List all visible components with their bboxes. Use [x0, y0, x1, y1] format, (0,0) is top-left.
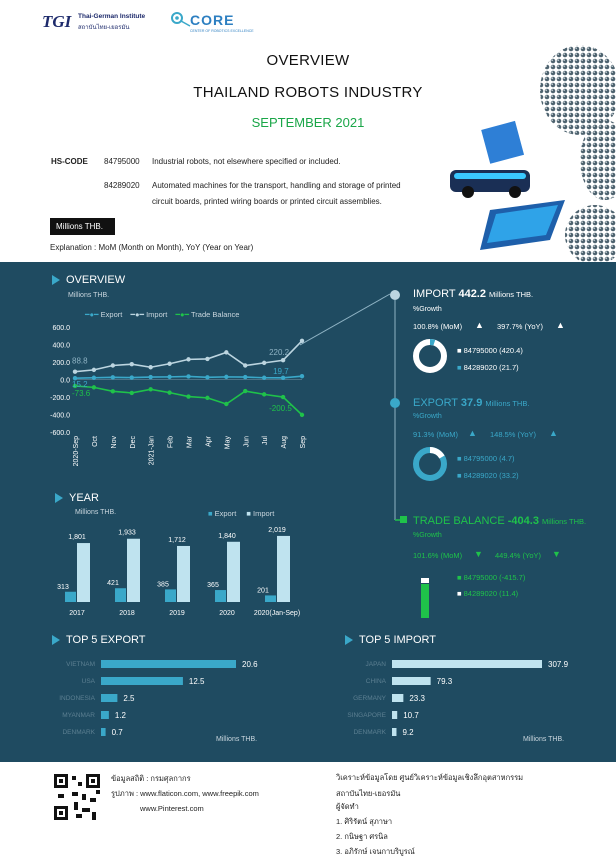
connector-lines: [300, 290, 410, 530]
data-point: [92, 368, 96, 372]
data-point: [73, 370, 77, 374]
x-tick-label: 2020(Jan-Sep): [253, 610, 301, 617]
dashboard-panel: [0, 262, 616, 762]
balance-legend-2: ■ 84289020 (11.4): [457, 589, 519, 598]
title-month: SEPTEMBER 2021: [251, 115, 365, 130]
export-donut: [410, 444, 450, 484]
data-point: [224, 402, 228, 406]
person-2: 2. กนิษฐา ศรนิล: [336, 832, 388, 841]
data-point: [148, 387, 152, 391]
bar: [101, 694, 117, 702]
top-import-chart: [330, 654, 590, 744]
data-point: [186, 374, 190, 378]
down-arrow-icon: ▼: [552, 549, 561, 559]
bar-import: [127, 539, 140, 602]
data-point: [281, 395, 285, 399]
analyzed-by: วิเคราะห์ข้อมูลโดย ศูนย์วิเคราะห์ข้อมูลเชิงลึกอุตสาหกรรม: [336, 773, 524, 782]
data-point: [167, 390, 171, 394]
data-point: [262, 392, 266, 396]
hs-desc-2a: Automated machines for the transport, handling and storage of printed: [152, 181, 401, 190]
bar: [392, 660, 542, 668]
bar-export: [65, 592, 76, 602]
bar: [392, 694, 403, 702]
bar-value-label: 20.6: [242, 660, 258, 669]
data-point: [186, 357, 190, 361]
data-point: [167, 362, 171, 366]
bar-label-import: 1,801: [68, 534, 86, 542]
category-label: VIETNAM: [66, 661, 95, 668]
hs-desc-2b: circuit boards, printed wiring boards or printed circuit assemblies.: [152, 197, 382, 206]
person-1: 1. ศิริรัตน์ สุภาษา: [336, 817, 393, 826]
year-unit: Millions THB.: [75, 509, 117, 516]
category-label: SINGAPORE: [347, 712, 386, 719]
import-growth-label: %Growth: [413, 306, 442, 313]
x-tick-label: Jun: [243, 436, 251, 448]
bar-label-import: 1,933: [118, 529, 136, 537]
robot-illustration-icon: [430, 40, 616, 262]
data-point: [243, 389, 247, 393]
data-point: [243, 363, 247, 367]
y-tick-label: -600.0: [50, 430, 70, 437]
top-import-unit: Millions THB.: [523, 736, 565, 743]
balance-heading: TRADE BALANCE -404.3 Millions THB.: [413, 515, 587, 527]
bar: [392, 711, 397, 719]
category-label: INDONESIA: [59, 695, 95, 702]
data-point: [224, 350, 228, 354]
triangle-icon: [55, 493, 63, 503]
hs-desc-1: Industrial robots, not elsewhere specified or included.: [152, 157, 341, 166]
data-point: [243, 375, 247, 379]
category-label: DENMARK: [62, 729, 95, 736]
data-point: [186, 394, 190, 398]
triangle-icon: [52, 275, 60, 285]
up-arrow-icon: ▲: [475, 320, 484, 330]
data-point: [205, 375, 209, 379]
up-arrow-icon: ▲: [468, 428, 477, 438]
year-legend-import: Import: [253, 509, 275, 518]
triangle-icon: [52, 635, 60, 645]
bar-export: [165, 589, 176, 602]
x-tick-label: 2019: [169, 610, 185, 617]
balance-mom: 101.6% (MoM): [413, 551, 463, 560]
data-label: 19.7: [273, 366, 289, 376]
balance-bars: [418, 572, 438, 622]
data-label: 220.2: [269, 348, 290, 358]
bar-import: [277, 536, 290, 602]
bar-value-label: 12.5: [188, 677, 205, 686]
year-legend-export: Export: [214, 509, 237, 518]
legend-balance: Trade Balance: [190, 310, 240, 319]
import-legend-1: ■ 84795000 (420.4): [457, 346, 523, 355]
core-text: CORE: [190, 12, 235, 28]
category-label: DENMARK: [353, 729, 386, 736]
top-export-heading: TOP 5 EXPORT: [52, 634, 145, 646]
data-point: [281, 376, 285, 380]
data-point: [148, 375, 152, 379]
series-line-import: [75, 341, 302, 372]
bar-label-export: 365: [207, 582, 219, 590]
bar: [392, 677, 431, 685]
export-mom: 91.3% (MoM): [413, 430, 459, 439]
import-mom: 100.8% (MoM): [413, 322, 463, 331]
category-label: GERMANY: [353, 695, 386, 702]
data-point: [111, 389, 115, 393]
export-heading: EXPORT 37.9 Millions THB.: [413, 397, 530, 409]
up-arrow-icon: ▲: [556, 320, 565, 330]
x-tick-label: Oct: [91, 436, 99, 447]
bar: [101, 660, 236, 668]
legend-import: Import: [146, 310, 168, 319]
data-point: [92, 376, 96, 380]
tgi-logo: [40, 10, 165, 32]
overview-legend: ━●━ Export ━●━ Import ━●━ Trade Balance: [85, 310, 240, 319]
bar-label-export: 201: [257, 587, 269, 595]
data-point: [92, 385, 96, 389]
balance-yoy: 449.4% (YoY): [495, 551, 542, 560]
data-label: -73.6: [72, 388, 91, 398]
year-bar-chart: [55, 520, 335, 620]
data-label: 15.2: [72, 380, 88, 390]
top-export-unit: Millions THB.: [216, 736, 258, 743]
category-label: MYANMAR: [62, 712, 95, 719]
data-point: [148, 365, 152, 369]
category-label: CHINA: [365, 678, 386, 685]
unit-badge: Millions THB.: [50, 218, 115, 235]
category-label: USA: [81, 678, 95, 685]
import-yoy: 397.7% (YoY): [497, 322, 544, 331]
data-point: [130, 375, 134, 379]
export-legend-2: ■ 84289020 (33.2): [457, 471, 519, 480]
overview-line-chart: [30, 322, 310, 487]
bar-value-label: 10.7: [403, 711, 419, 720]
x-tick-label: 2020-Sep: [73, 436, 80, 467]
data-point: [262, 376, 266, 380]
x-tick-label: Feb: [167, 436, 175, 449]
bar-value-label: 23.3: [409, 694, 425, 703]
qr-code-icon: [52, 772, 102, 822]
x-tick-label: 2018: [119, 610, 135, 617]
export-yoy: 148.5% (YoY): [490, 430, 537, 439]
title-overview: OVERVIEW: [266, 52, 350, 69]
year-legend: ■ Export ■ Import: [208, 509, 275, 518]
x-tick-label: 2017: [69, 610, 85, 617]
hs-label: HS-CODE: [51, 157, 88, 166]
x-tick-label: Mar: [186, 436, 194, 449]
core-sub: CENTER OF ROBOTICS EXCELLENCE: [190, 29, 254, 33]
category-label: JAPAN: [365, 661, 386, 668]
overview-heading: OVERVIEW: [52, 274, 125, 286]
bar-export: [265, 595, 276, 602]
hs-code-2: 84289020: [104, 181, 140, 190]
tgi-name: Thai-German Institute: [78, 13, 146, 20]
year-heading: YEAR: [55, 492, 99, 504]
balance-growth-label: %Growth: [413, 532, 442, 539]
y-tick-label: 600.0: [52, 325, 70, 332]
legend-export: Export: [100, 310, 123, 319]
balance-legend-1: ■ 84795000 (-415.7): [457, 573, 526, 582]
y-tick-label: 200.0: [52, 360, 70, 367]
bar-export: [115, 588, 126, 602]
x-tick-label: 2021-Jan: [148, 436, 156, 466]
source-stats: ข้อมูลสถิติ : กรมศุลกากร: [111, 774, 191, 783]
bar-import: [77, 543, 90, 602]
bar-label-import: 1,840: [218, 532, 236, 540]
series-line-trade-balance: [75, 386, 302, 415]
footer-section: [0, 762, 616, 862]
bar-label-import: 2,019: [268, 526, 286, 534]
bar: [101, 711, 109, 719]
up-arrow-icon: ▲: [549, 428, 558, 438]
bar-value-label: 9.2: [402, 728, 414, 737]
data-point: [130, 362, 134, 366]
bar-value-label: 307.9: [548, 660, 569, 669]
data-label: 88.8: [72, 356, 88, 366]
data-point: [205, 357, 209, 361]
x-tick-label: Nov: [110, 436, 118, 449]
top-export-chart: [40, 654, 280, 744]
institute: สถาบันไทย-เยอรมัน: [336, 789, 401, 798]
bar-value-label: 0.7: [111, 728, 123, 737]
import-heading: IMPORT 442.2 Millions THB.: [413, 288, 534, 300]
x-tick-label: Aug: [281, 436, 289, 449]
down-arrow-icon: ▼: [474, 549, 483, 559]
import-donut: [410, 336, 450, 376]
x-tick-label: 2020: [219, 610, 235, 617]
bar-import: [177, 546, 190, 602]
bar-label-export: 313: [57, 583, 69, 591]
svg-text:TGI: TGI: [42, 12, 72, 31]
data-point: [111, 363, 115, 367]
data-label: -200.5: [269, 404, 292, 414]
bar: [392, 728, 396, 736]
person-3: 3. อภิรักษ์ เจนกาบริบูรณ์: [336, 847, 415, 856]
data-point: [224, 375, 228, 379]
title-industry: THAILAND ROBOTS INDUSTRY: [193, 84, 423, 101]
y-tick-label: 400.0: [52, 342, 70, 350]
x-tick-label: Apr: [205, 436, 213, 447]
x-tick-label: Sep: [300, 436, 307, 449]
bar: [101, 677, 183, 685]
source-images: รูปภาพ : www.flaticon.com, www.freepik.com: [111, 789, 259, 798]
source-pinterest: www.Pinterest.com: [140, 804, 204, 813]
top-import-heading: TOP 5 IMPORT: [345, 634, 436, 646]
y-tick-label: 0.0: [60, 377, 70, 385]
export-growth-label: %Growth: [413, 413, 442, 420]
bar-value-label: 1.2: [114, 711, 126, 720]
x-tick-label: May: [224, 436, 232, 450]
hs-code-1: 84795000: [104, 157, 140, 166]
data-point: [167, 375, 171, 379]
bar-value-label: 2.5: [123, 694, 135, 703]
data-point: [262, 361, 266, 365]
bar-import: [227, 542, 240, 602]
bar-label-import: 1,712: [168, 536, 186, 544]
data-point: [130, 391, 134, 395]
bar-export: [215, 590, 226, 602]
y-tick-label: -200.0: [50, 395, 70, 402]
bar-label-export: 385: [157, 581, 169, 589]
overview-unit: Millions THB.: [68, 292, 110, 299]
explanation-text: Explanation : MoM (Month on Month), YoY (Year on Year): [50, 243, 254, 252]
header-section: [0, 0, 616, 262]
bar-value-label: 79.3: [436, 677, 453, 686]
import-legend-2: ■ 84289020 (21.7): [457, 363, 519, 372]
bar: [101, 728, 106, 736]
data-point: [281, 358, 285, 362]
data-point: [205, 396, 209, 400]
tgi-sub: สถาบันไทย-เยอรมัน: [78, 25, 130, 31]
x-tick-label: Jul: [262, 436, 270, 445]
x-tick-label: Dec: [129, 436, 137, 449]
triangle-icon: [345, 635, 353, 645]
bar-label-export: 421: [107, 580, 119, 588]
export-legend-1: ■ 84795000 (4.7): [457, 454, 515, 463]
core-logo: [168, 8, 254, 38]
prepared-by: ผู้จัดทำ: [336, 802, 359, 811]
y-tick-label: -400.0: [50, 412, 70, 420]
data-point: [111, 375, 115, 379]
